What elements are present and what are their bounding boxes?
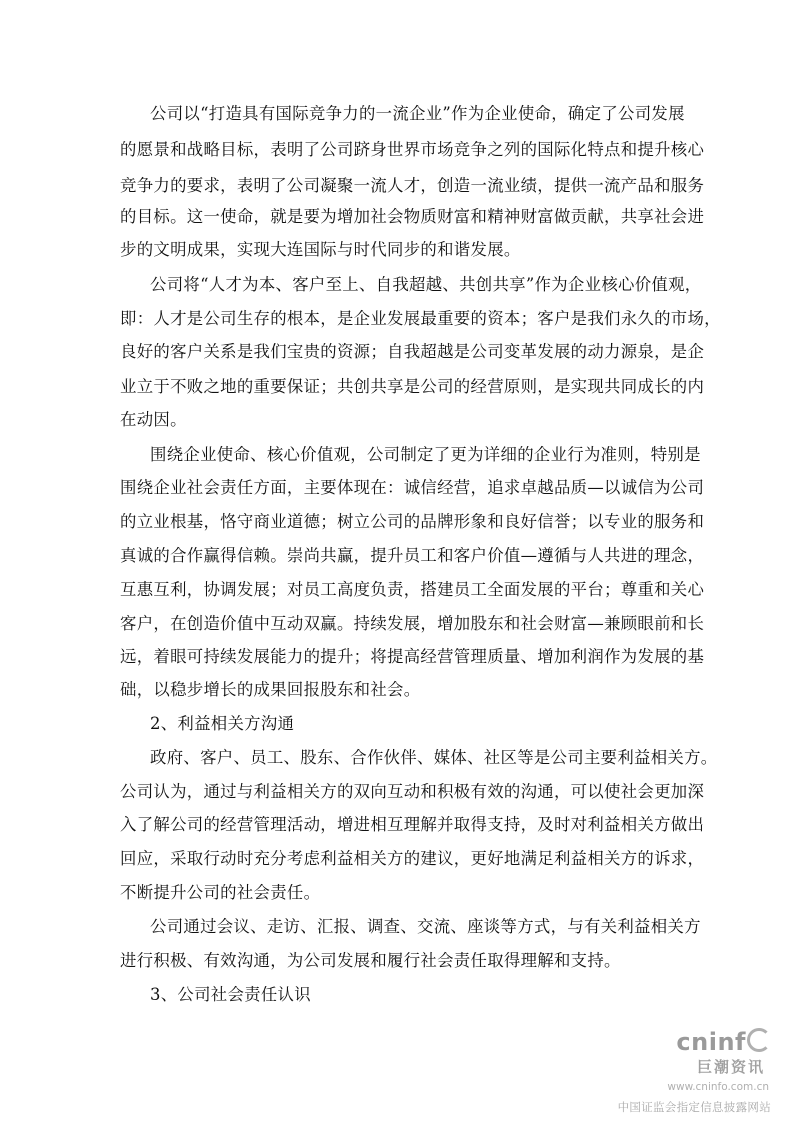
cninfo-watermark [601, 1026, 771, 1122]
text-line: 公司将“人才为本、客户至上、自我超越、共创共享”作为企业核心价值观， [150, 275, 702, 294]
text-line: 良好的客户关系是我们宝贵的资源；自我超越是公司变革发展的动力源泉，是企 [120, 342, 705, 361]
text-line: 不断提升公司的社会责任。 [120, 883, 321, 902]
text-line: 围绕企业社会责任方面，主要体现在：诚信经营，追求卓越品质—以诚信为公司 [120, 478, 705, 497]
text-line: 的目标。这一使命，就是要为增加社会物质财富和精神财富做贡献，共享社会进 [120, 207, 705, 226]
logo-url: www.cninfo.com.cn [667, 1081, 769, 1093]
text-line: 进行积极、有效沟通，为公司发展和履行社会责任取得理解和支持。 [120, 951, 621, 970]
logo-brand-text: cninf [676, 1028, 746, 1056]
section-heading: 2、利益相关方沟通 [150, 714, 295, 733]
swirl-icon [747, 1028, 771, 1052]
section-heading: 3、公司社会责任认识 [150, 985, 311, 1004]
text-line: 在动因。 [120, 410, 187, 429]
text-line: 步的文明成果，实现大连国际与时代同步的和谐发展。 [120, 240, 521, 259]
text-line: 的立业根基，恪守商业道德；树立公司的品牌形象和良好信誉；以专业的服务和 [120, 512, 705, 531]
text-line: 公司以“打造具有国际竞争力的一流企业”作为企业使命，确定了公司发展 [150, 104, 685, 123]
text-line: 围绕企业使命、核心价值观，公司制定了更为详细的企业行为准则，特别是 [150, 445, 701, 464]
logo-name-cn: 巨潮资讯 [696, 1058, 765, 1076]
text-line: 业立于不败之地的重要保证；共创共享是公司的经营原则，是实现共同成长的内 [120, 377, 705, 396]
text-line: 即：人才是公司生存的根本，是企业发展最重要的资本；客户是我们永久的市场， [120, 309, 721, 328]
text-line: 互惠互利，协调发展；对员工高度负责，搭建员工全面发展的平台；尊重和关心 [120, 580, 705, 599]
text-line: 政府、客户、员工、股东、合作伙伴、媒体、社区等是公司主要利益相关方。 [150, 748, 718, 767]
text-line: 入了解公司的经营管理活动，增进相互理解并取得支持，及时对利益相关方做出 [120, 815, 705, 834]
text-line: 公司认为，通过与利益相关方的双向互动和积极有效的沟通，可以使社会更加深 [120, 782, 705, 801]
text-line: 真诚的合作赢得信赖。崇尚共赢，提升员工和客户价值—遵循与人共进的理念， [120, 546, 705, 565]
text-line: 回应，采取行动时充分考虑利益相关方的建议，更好地满足利益相关方的诉求， [120, 849, 705, 868]
text-line: 公司通过会议、走访、汇报、调查、交流、座谈等方式，与有关利益相关方 [150, 917, 701, 936]
cninfo-logo [676, 1028, 771, 1056]
text-line: 的愿景和战略目标，表明了公司跻身世界市场竞争之列的国际化特点和提升核心 [120, 140, 705, 159]
text-line: 竞争力的要求，表明了公司凝聚一流人才，创造一流业绩，提供一流产品和服务 [120, 176, 705, 195]
text-line: 远，着眼可持续发展能力的提升；将提高经营管理质量、增加利润作为发展的基 [120, 647, 705, 666]
text-line: 客户，在创造价值中互动双赢。持续发展，增加股东和社会财富—兼顾眼前和长 [120, 614, 705, 633]
logo-site-cn: 中国证监会指定信息披露网站 [617, 1100, 771, 1114]
text-line: 础，以稳步增长的成果回报股东和社会。 [120, 680, 421, 699]
